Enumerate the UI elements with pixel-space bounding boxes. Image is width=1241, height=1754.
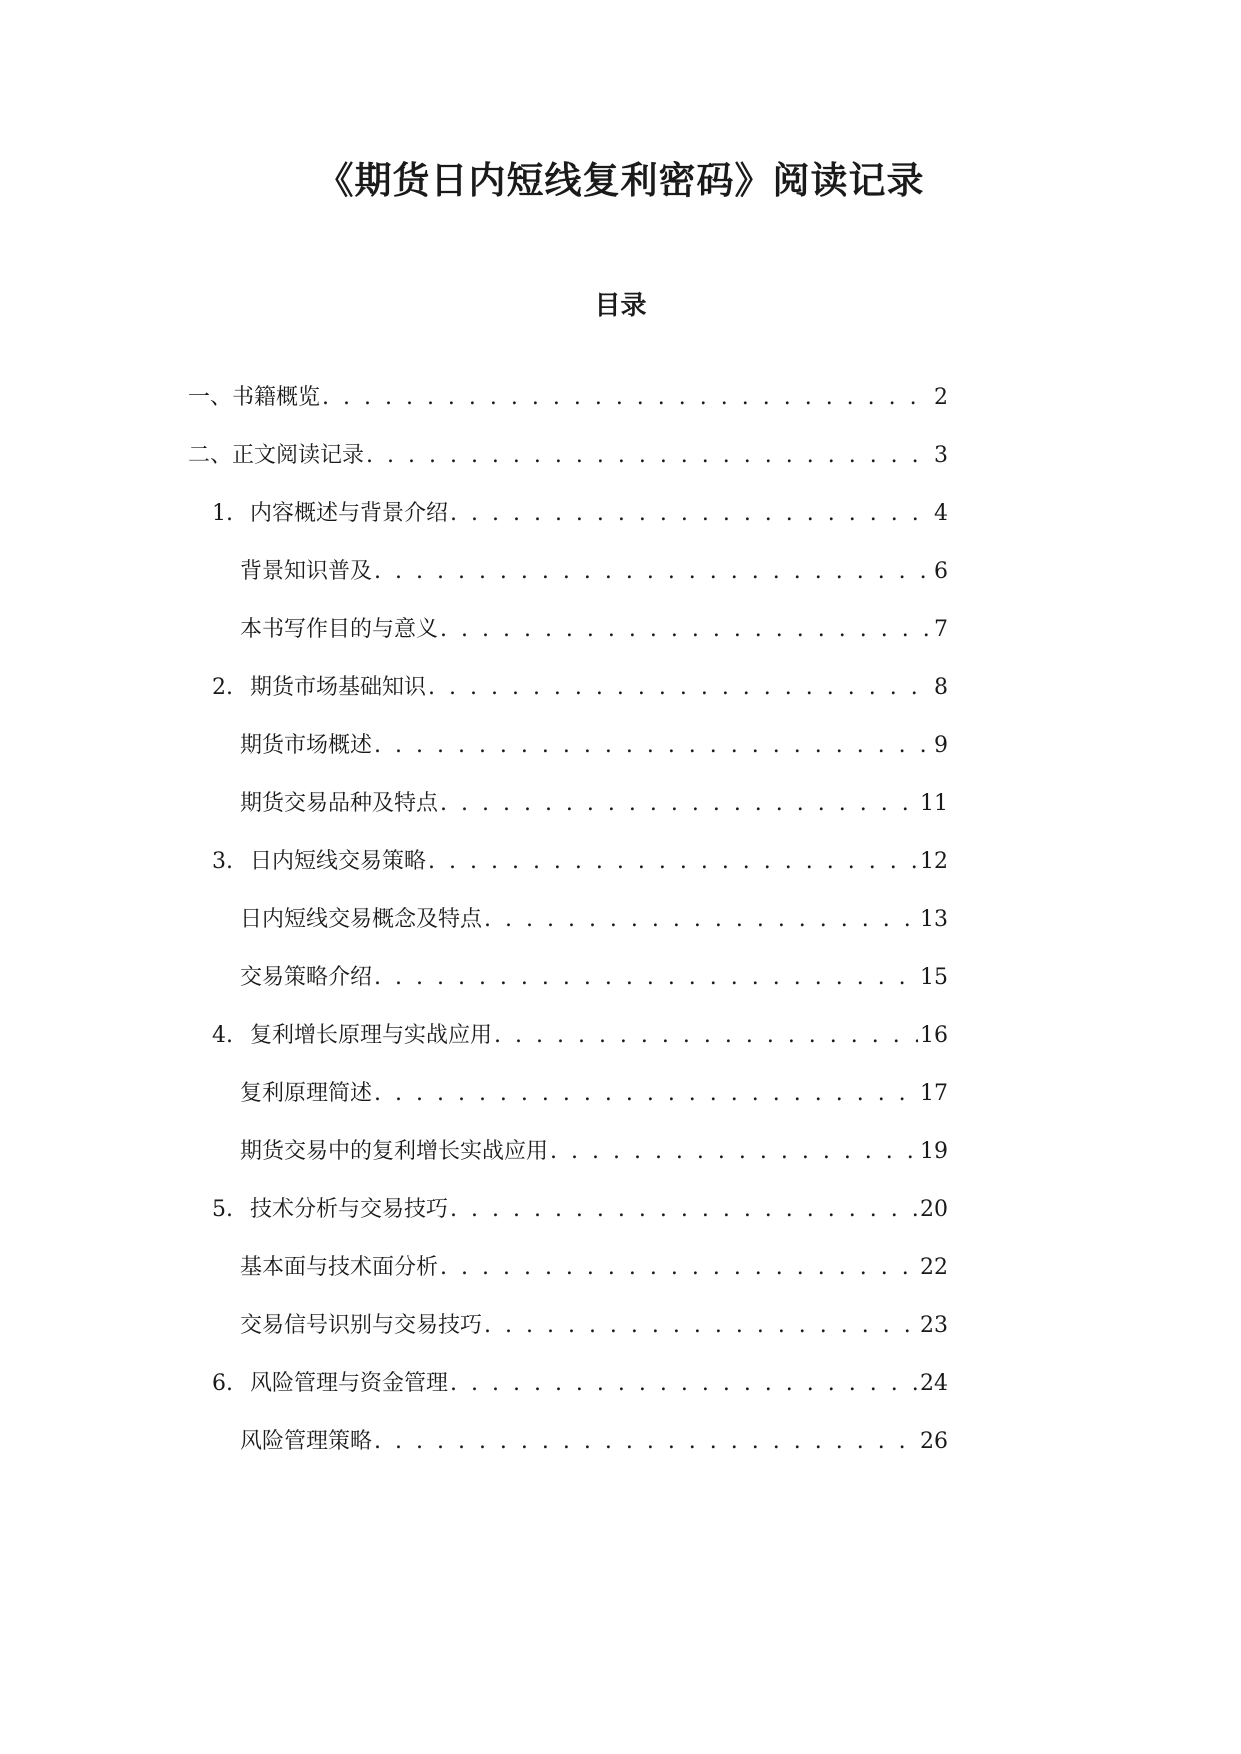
- toc-entry-label: 复利原理简述: [240, 1081, 373, 1106]
- toc-entry[interactable]: [240, 1424, 948, 1460]
- toc-entry-label: 期货交易中的复利增长实战应用: [240, 1139, 549, 1164]
- toc-entry-label: 复利增长原理与实战应用: [250, 1023, 493, 1048]
- toc-entry-label: 交易信号识别与交易技巧: [240, 1313, 483, 1338]
- toc-entry-number: 1.: [212, 501, 233, 526]
- toc-entry-label: 背景知识普及: [240, 559, 373, 584]
- toc-entry-page: 8: [934, 675, 948, 700]
- toc-entry-page: 9: [934, 733, 948, 758]
- toc-leader-dots: [322, 380, 932, 416]
- toc-leader-dots: [484, 902, 918, 938]
- toc-leader-dots: [374, 554, 932, 590]
- toc-entry[interactable]: [240, 612, 948, 648]
- toc-entry-label: 本书写作目的与意义: [240, 617, 439, 642]
- toc-leader-dots: [440, 786, 918, 822]
- toc-entry-label: 一、书籍概览: [188, 385, 321, 410]
- toc-entry-label: 日内短线交易概念及特点: [240, 907, 483, 932]
- toc-entry[interactable]: [240, 554, 948, 590]
- toc-entry-page: 26: [920, 1429, 948, 1454]
- toc-entry[interactable]: [240, 902, 948, 938]
- toc-entry-label: 期货交易品种及特点: [240, 791, 439, 816]
- toc-entry-label: 日内短线交易策略: [250, 849, 427, 874]
- toc-leader-dots: [374, 1424, 918, 1460]
- toc-entry[interactable]: [188, 380, 948, 416]
- toc-entry-number: 2.: [212, 675, 233, 700]
- toc-entry-page: 19: [920, 1139, 948, 1164]
- toc-entry-page: 16: [920, 1023, 948, 1048]
- toc-entry-label: 期货市场基础知识: [250, 675, 427, 700]
- document-title: 《期货日内短线复利密码》阅读记录: [316, 159, 925, 202]
- toc-entry-page: 3: [934, 443, 948, 468]
- toc-entry-page: 7: [934, 617, 948, 642]
- toc-entry-page: 2: [934, 385, 948, 410]
- toc-entry[interactable]: [240, 1076, 948, 1112]
- toc-entry[interactable]: [240, 1308, 948, 1344]
- toc-heading: 目录: [594, 291, 647, 321]
- toc-entry-page: 23: [920, 1313, 948, 1338]
- toc-entry[interactable]: [212, 670, 948, 706]
- toc-entry[interactable]: [240, 786, 948, 822]
- toc-leader-dots: [450, 1192, 918, 1228]
- toc-entry-label: 技术分析与交易技巧: [250, 1197, 449, 1222]
- toc-leader-dots: [374, 728, 932, 764]
- toc-leader-dots: [428, 844, 918, 880]
- toc-entry-number: 4.: [212, 1023, 233, 1048]
- toc-entry[interactable]: [240, 1134, 948, 1170]
- toc-leader-dots: [374, 1076, 918, 1112]
- toc-entry-page: 4: [934, 501, 948, 526]
- toc-leader-dots: [374, 960, 918, 996]
- toc-entry-page: 17: [920, 1081, 948, 1106]
- toc-entry-page: 15: [920, 965, 948, 990]
- toc-entry-label: 二、正文阅读记录: [188, 443, 365, 468]
- toc-leader-dots: [484, 1308, 918, 1344]
- toc-entry[interactable]: [240, 728, 948, 764]
- toc-entry[interactable]: [212, 844, 948, 880]
- toc-leader-dots: [366, 438, 932, 474]
- toc-entry-label: 期货市场概述: [240, 733, 373, 758]
- toc-entry[interactable]: [212, 1192, 948, 1228]
- toc-entry[interactable]: [240, 960, 948, 996]
- toc-entry-number: 3.: [212, 849, 233, 874]
- toc-leader-dots: [494, 1018, 918, 1054]
- toc-leader-dots: [440, 612, 932, 648]
- toc-entry-label: 交易策略介绍: [240, 965, 373, 990]
- toc-entry-label: 内容概述与背景介绍: [250, 501, 449, 526]
- toc-leader-dots: [450, 1366, 918, 1402]
- toc-leader-dots: [440, 1250, 918, 1286]
- toc-entry-page: 22: [920, 1255, 948, 1280]
- toc-entry-number: 5.: [212, 1197, 233, 1222]
- toc-entry-page: 13: [920, 907, 948, 932]
- toc-entry[interactable]: [188, 438, 948, 474]
- toc-entry-label: 风险管理与资金管理: [250, 1371, 449, 1396]
- toc-entry-label: 基本面与技术面分析: [240, 1255, 439, 1280]
- toc-leader-dots: [550, 1134, 918, 1170]
- toc-entry-page: 6: [934, 559, 948, 584]
- toc-leader-dots: [450, 496, 932, 532]
- toc-entry[interactable]: [240, 1250, 948, 1286]
- toc-entry[interactable]: [212, 496, 948, 532]
- toc-entry-number: 6.: [212, 1371, 233, 1396]
- toc-leader-dots: [428, 670, 932, 706]
- toc-entry-page: 20: [920, 1197, 948, 1222]
- toc-entry-page: 24: [920, 1371, 948, 1396]
- toc-entry-label: 风险管理策略: [240, 1429, 373, 1454]
- toc-entry[interactable]: [212, 1366, 948, 1402]
- toc-entry[interactable]: [212, 1018, 948, 1054]
- toc-entry-page: 11: [920, 791, 948, 816]
- toc-entry-page: 12: [920, 849, 948, 874]
